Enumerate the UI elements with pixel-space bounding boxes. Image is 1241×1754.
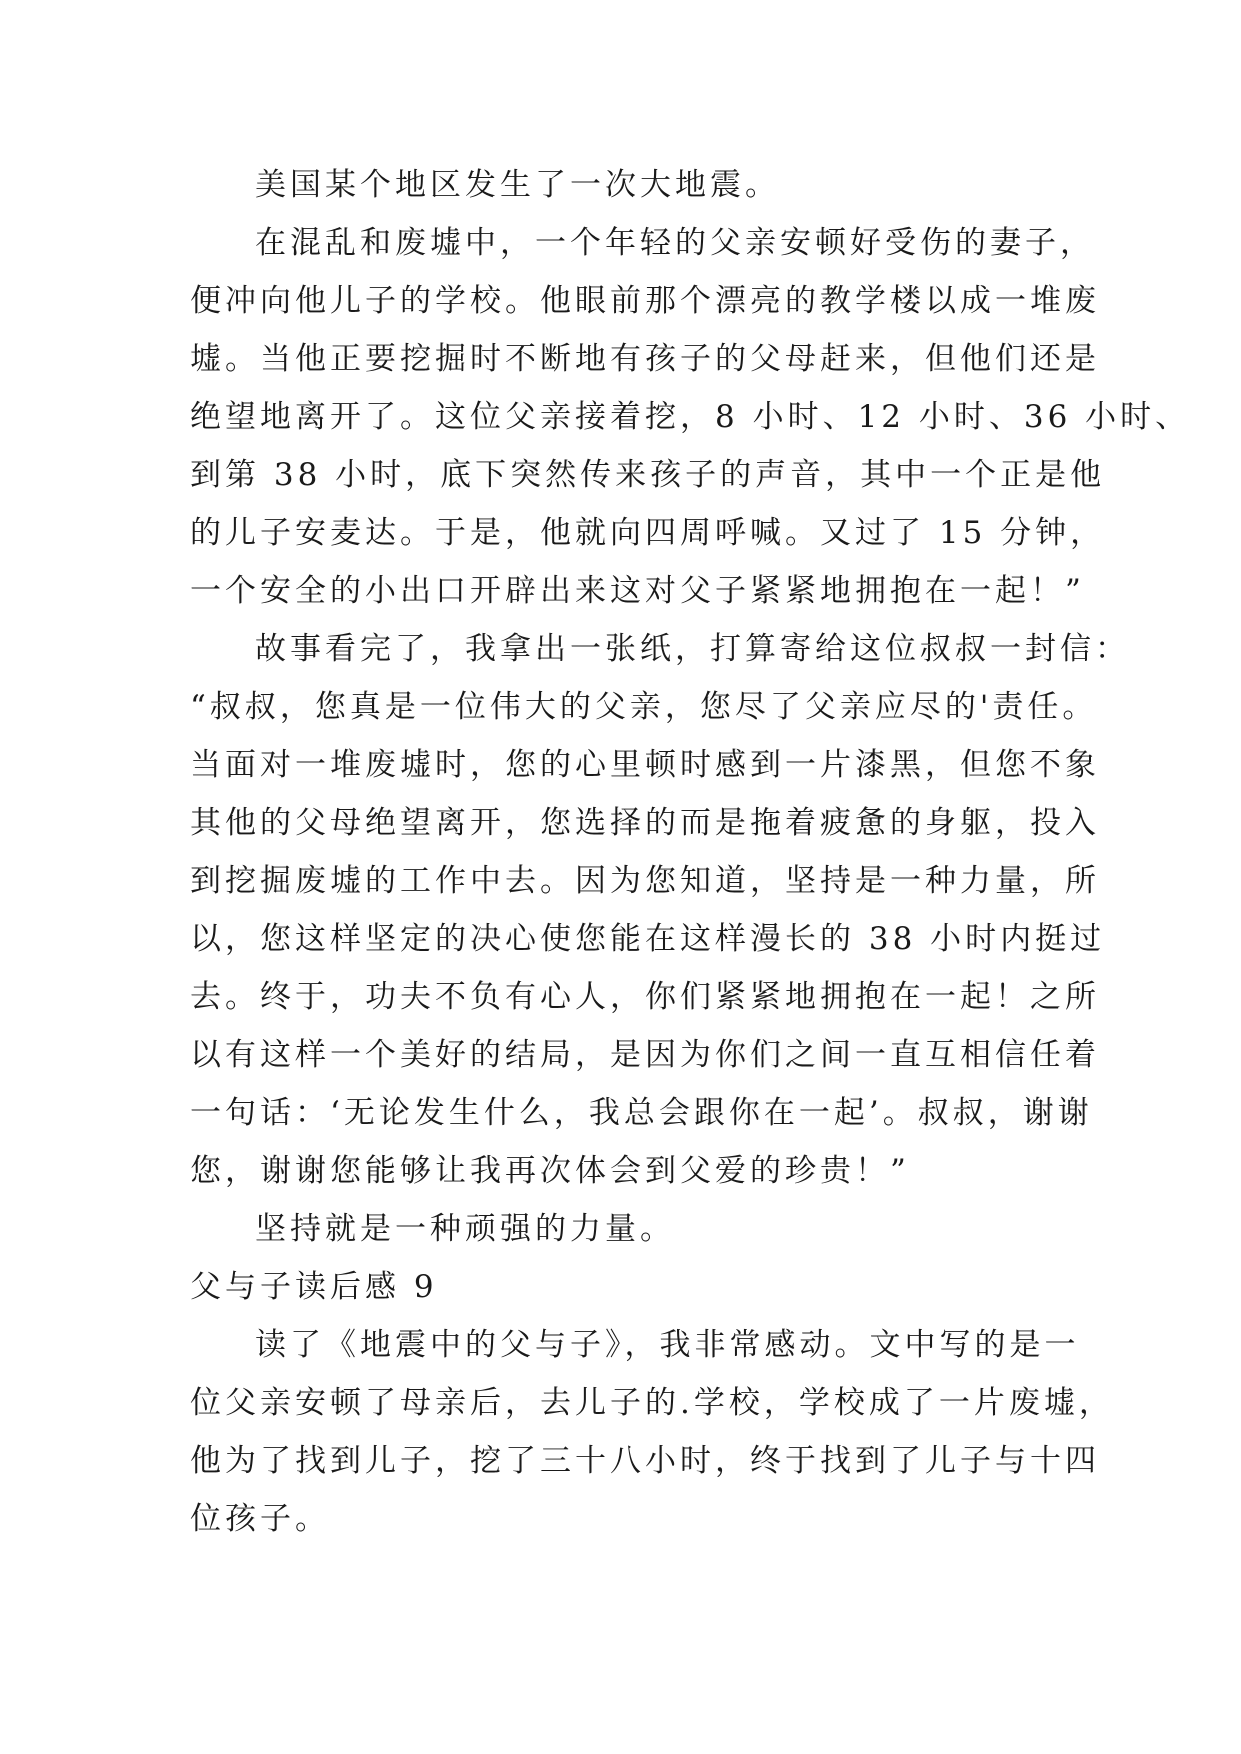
text-line: 一句话：‘无论发生什么，我总会跟你在一起’。叔叔，谢谢 xyxy=(190,1095,1093,1131)
text-line: 坚持就是一种顽强的力量。 xyxy=(255,1211,675,1247)
text-line: “叔叔，您真是一位伟大的父亲，您尽了父亲应尽的'责任。 xyxy=(190,689,1098,725)
text-line: 在混乱和废墟中，一个年轻的父亲安顿好受伤的妻子， xyxy=(255,225,1095,261)
text-line: 美国某个地区发生了一次大地震。 xyxy=(255,167,780,203)
text-line: 读了《地震中的父与子》，我非常感动。文中写的是一 xyxy=(255,1327,1080,1363)
text-line: 以，您这样坚定的决心使您能在这样漫长的 38 小时内挺过 xyxy=(190,921,1106,957)
text-line: 以有这样一个美好的结局，是因为你们之间一直互相信任着 xyxy=(190,1037,1100,1073)
text-line: 的儿子安麦达。于是，他就向四周呼喊。又过了 15 分钟， xyxy=(190,515,1106,551)
text-line: 一个安全的小出口开辟出来这对父子紧紧地拥抱在一起！” xyxy=(190,573,1085,609)
text-line: 便冲向他儿子的学校。他眼前那个漂亮的教学楼以成一堆废 xyxy=(190,283,1100,319)
text-line: 其他的父母绝望离开，您选择的而是拖着疲惫的身躯，投入 xyxy=(190,805,1100,841)
text-line: 到第 38 小时，底下突然传来孩子的声音，其中一个正是他 xyxy=(190,457,1106,493)
section-heading: 父与子读后感 9 xyxy=(190,1269,438,1305)
text-line: 绝望地离开了。这位父亲接着挖，8 小时、12 小时、36 小时、 xyxy=(190,399,1191,435)
text-line: 故事看完了，我拿出一张纸，打算寄给这位叔叔一封信： xyxy=(255,631,1130,667)
text-line: 他为了找到儿子，挖了三十八小时，终于找到了儿子与十四 xyxy=(190,1443,1100,1479)
text-line: 当面对一堆废墟时，您的心里顿时感到一片漆黑，但您不象 xyxy=(190,747,1100,783)
text-line: 到挖掘废墟的工作中去。因为您知道，坚持是一种力量，所 xyxy=(190,863,1100,899)
text-line: 您，谢谢您能够让我再次体会到父爱的珍贵！” xyxy=(190,1153,910,1189)
text-line: 位父亲安顿了母亲后，去儿子的.学校，学校成了一片废墟， xyxy=(190,1385,1114,1421)
text-line: 位孩子。 xyxy=(190,1501,330,1537)
text-line: 去。终于，功夫不负有心人，你们紧紧地拥抱在一起！之所 xyxy=(190,979,1100,1015)
text-line: 墟。当他正要挖掘时不断地有孩子的父母赶来，但他们还是 xyxy=(190,341,1100,377)
